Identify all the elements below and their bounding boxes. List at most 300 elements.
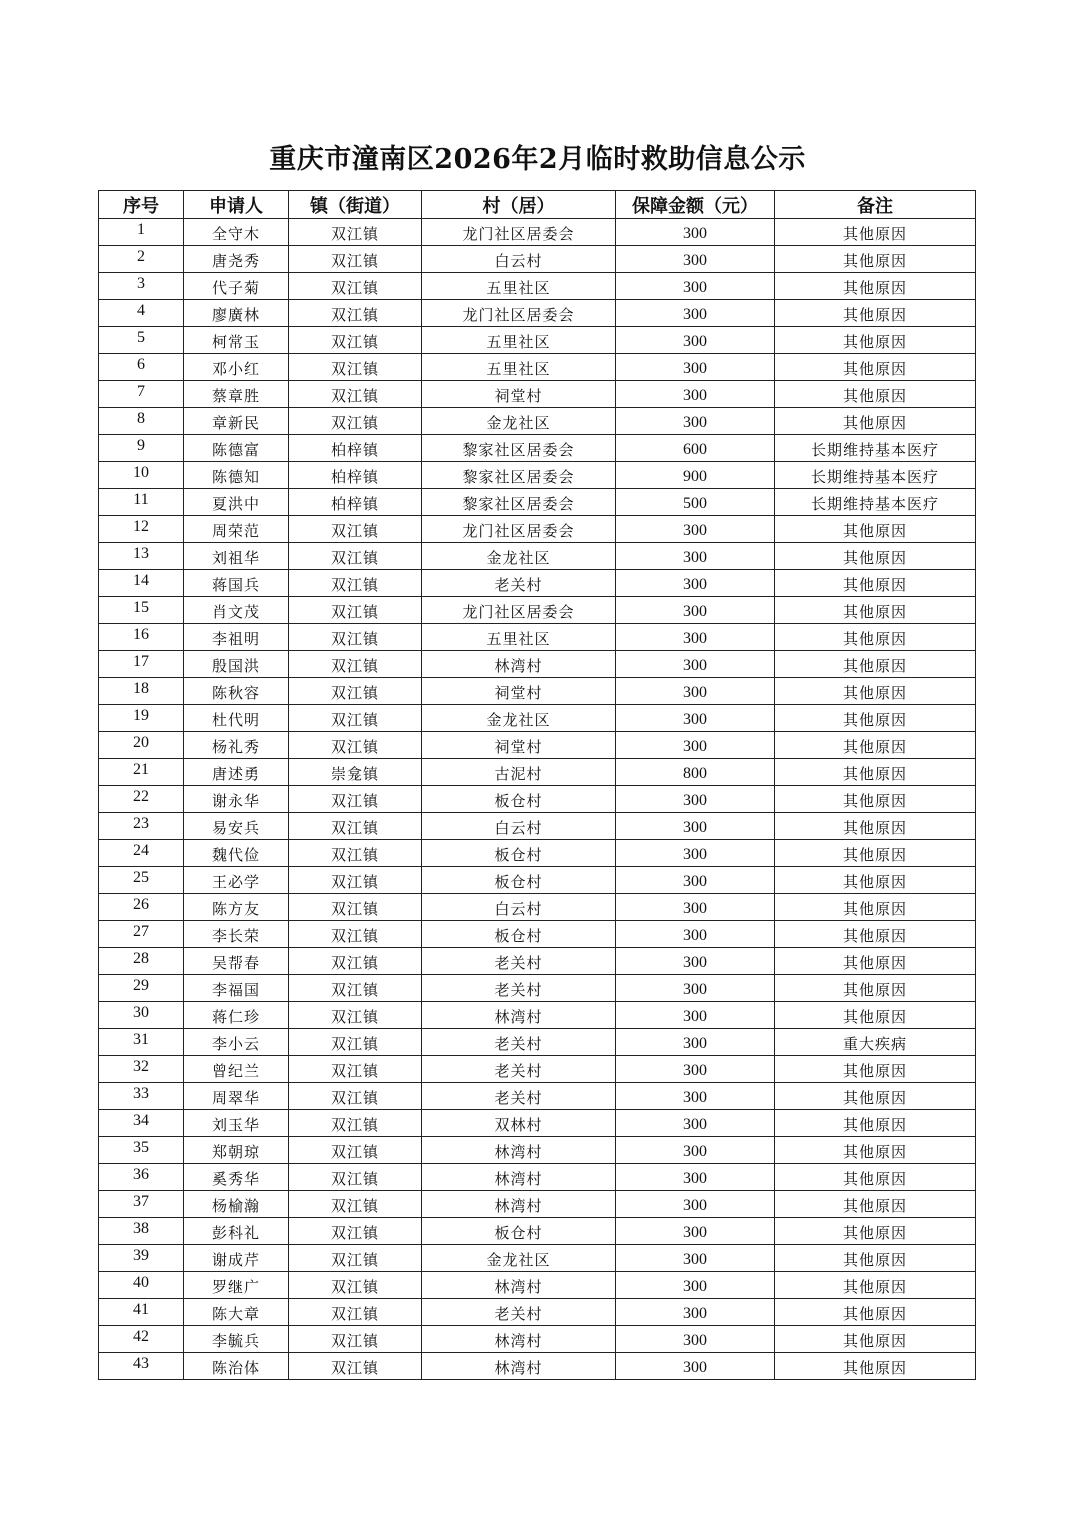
cell-amount: 300 bbox=[616, 597, 775, 624]
cell-village: 龙门社区居委会 bbox=[422, 516, 616, 543]
table-row bbox=[99, 732, 976, 759]
cell-note: 其他原因 bbox=[775, 1245, 976, 1272]
table-body bbox=[99, 219, 976, 1380]
cell-amount: 300 bbox=[616, 327, 775, 354]
cell-town: 双江镇 bbox=[289, 624, 422, 651]
cell-town: 双江镇 bbox=[289, 1326, 422, 1353]
table-row bbox=[99, 1299, 976, 1326]
cell-town: 双江镇 bbox=[289, 1029, 422, 1056]
table-row bbox=[99, 1029, 976, 1056]
relief-table-container bbox=[98, 190, 975, 1380]
cell-amount: 300 bbox=[616, 408, 775, 435]
cell-village: 林湾村 bbox=[422, 1272, 616, 1299]
cell-amount: 300 bbox=[616, 1218, 775, 1245]
table-row bbox=[99, 300, 976, 327]
cell-town: 双江镇 bbox=[289, 1218, 422, 1245]
cell-town: 双江镇 bbox=[289, 1137, 422, 1164]
cell-amount: 300 bbox=[616, 894, 775, 921]
table-row bbox=[99, 1326, 976, 1353]
cell-serial-no: 3 bbox=[99, 273, 184, 300]
cell-amount: 300 bbox=[616, 516, 775, 543]
cell-town: 柏梓镇 bbox=[289, 489, 422, 516]
cell-village: 黎家社区居委会 bbox=[422, 462, 616, 489]
cell-town: 双江镇 bbox=[289, 678, 422, 705]
cell-note: 其他原因 bbox=[775, 840, 976, 867]
cell-applicant: 谢永华 bbox=[184, 786, 289, 813]
cell-village: 老关村 bbox=[422, 1299, 616, 1326]
cell-town: 双江镇 bbox=[289, 597, 422, 624]
cell-village: 林湾村 bbox=[422, 1191, 616, 1218]
cell-village: 龙门社区居委会 bbox=[422, 597, 616, 624]
cell-applicant: 唐述勇 bbox=[184, 759, 289, 786]
cell-amount: 300 bbox=[616, 975, 775, 1002]
cell-serial-no: 33 bbox=[99, 1083, 184, 1110]
cell-town: 双江镇 bbox=[289, 1299, 422, 1326]
table-row bbox=[99, 1353, 976, 1380]
cell-town: 双江镇 bbox=[289, 894, 422, 921]
cell-village: 林湾村 bbox=[422, 1002, 616, 1029]
table-row bbox=[99, 219, 976, 246]
cell-note: 其他原因 bbox=[775, 597, 976, 624]
cell-applicant: 奚秀华 bbox=[184, 1164, 289, 1191]
table-row bbox=[99, 1272, 976, 1299]
header-applicant: 申请人 bbox=[184, 191, 289, 219]
cell-serial-no: 29 bbox=[99, 975, 184, 1002]
cell-applicant: 夏洪中 bbox=[184, 489, 289, 516]
table-row bbox=[99, 354, 976, 381]
table-row bbox=[99, 597, 976, 624]
cell-amount: 300 bbox=[616, 1326, 775, 1353]
cell-applicant: 蔡章胜 bbox=[184, 381, 289, 408]
cell-amount: 300 bbox=[616, 678, 775, 705]
cell-note: 其他原因 bbox=[775, 867, 976, 894]
cell-town: 双江镇 bbox=[289, 1110, 422, 1137]
cell-town: 双江镇 bbox=[289, 1002, 422, 1029]
cell-serial-no: 19 bbox=[99, 705, 184, 732]
cell-amount: 500 bbox=[616, 489, 775, 516]
header-town: 镇（街道） bbox=[289, 191, 422, 219]
cell-applicant: 周荣范 bbox=[184, 516, 289, 543]
cell-serial-no: 16 bbox=[99, 624, 184, 651]
table-row bbox=[99, 1002, 976, 1029]
cell-serial-no: 7 bbox=[99, 381, 184, 408]
cell-amount: 300 bbox=[616, 1083, 775, 1110]
cell-applicant: 刘玉华 bbox=[184, 1110, 289, 1137]
cell-note: 其他原因 bbox=[775, 354, 976, 381]
cell-serial-no: 9 bbox=[99, 435, 184, 462]
cell-town: 双江镇 bbox=[289, 354, 422, 381]
cell-serial-no: 40 bbox=[99, 1272, 184, 1299]
cell-town: 双江镇 bbox=[289, 651, 422, 678]
cell-amount: 300 bbox=[616, 1353, 775, 1380]
header-serial-no: 序号 bbox=[99, 191, 184, 219]
cell-town: 双江镇 bbox=[289, 543, 422, 570]
cell-amount: 300 bbox=[616, 273, 775, 300]
cell-town: 双江镇 bbox=[289, 516, 422, 543]
table-row bbox=[99, 840, 976, 867]
cell-applicant: 曾纪兰 bbox=[184, 1056, 289, 1083]
table-row bbox=[99, 462, 976, 489]
table-row bbox=[99, 489, 976, 516]
cell-note: 其他原因 bbox=[775, 921, 976, 948]
table-row bbox=[99, 381, 976, 408]
table-row bbox=[99, 1164, 976, 1191]
cell-note: 其他原因 bbox=[775, 624, 976, 651]
cell-applicant: 蒋仁珍 bbox=[184, 1002, 289, 1029]
cell-serial-no: 24 bbox=[99, 840, 184, 867]
table-row bbox=[99, 894, 976, 921]
cell-town: 双江镇 bbox=[289, 1245, 422, 1272]
table-row bbox=[99, 1056, 976, 1083]
cell-amount: 300 bbox=[616, 246, 775, 273]
cell-town: 双江镇 bbox=[289, 867, 422, 894]
cell-applicant: 陈秋容 bbox=[184, 678, 289, 705]
cell-amount: 300 bbox=[616, 1164, 775, 1191]
cell-applicant: 蒋国兵 bbox=[184, 570, 289, 597]
cell-village: 林湾村 bbox=[422, 1164, 616, 1191]
cell-town: 崇龛镇 bbox=[289, 759, 422, 786]
cell-serial-no: 21 bbox=[99, 759, 184, 786]
cell-town: 双江镇 bbox=[289, 1083, 422, 1110]
cell-village: 金龙社区 bbox=[422, 543, 616, 570]
cell-amount: 300 bbox=[616, 1002, 775, 1029]
cell-note: 其他原因 bbox=[775, 651, 976, 678]
cell-town: 双江镇 bbox=[289, 813, 422, 840]
cell-amount: 300 bbox=[616, 219, 775, 246]
cell-amount: 300 bbox=[616, 1137, 775, 1164]
cell-village: 金龙社区 bbox=[422, 705, 616, 732]
cell-serial-no: 15 bbox=[99, 597, 184, 624]
cell-serial-no: 31 bbox=[99, 1029, 184, 1056]
cell-amount: 300 bbox=[616, 732, 775, 759]
cell-town: 双江镇 bbox=[289, 381, 422, 408]
cell-amount: 800 bbox=[616, 759, 775, 786]
cell-serial-no: 17 bbox=[99, 651, 184, 678]
cell-note: 长期维持基本医疗 bbox=[775, 435, 976, 462]
cell-village: 老关村 bbox=[422, 948, 616, 975]
cell-town: 双江镇 bbox=[289, 273, 422, 300]
cell-note: 其他原因 bbox=[775, 273, 976, 300]
cell-amount: 300 bbox=[616, 624, 775, 651]
table-row bbox=[99, 921, 976, 948]
table-row bbox=[99, 1245, 976, 1272]
cell-amount: 300 bbox=[616, 948, 775, 975]
cell-village: 五里社区 bbox=[422, 624, 616, 651]
cell-applicant: 全守木 bbox=[184, 219, 289, 246]
cell-amount: 600 bbox=[616, 435, 775, 462]
table-row bbox=[99, 246, 976, 273]
cell-village: 老关村 bbox=[422, 1083, 616, 1110]
cell-village: 黎家社区居委会 bbox=[422, 435, 616, 462]
cell-village: 五里社区 bbox=[422, 354, 616, 381]
cell-town: 双江镇 bbox=[289, 705, 422, 732]
cell-serial-no: 11 bbox=[99, 489, 184, 516]
cell-applicant: 杨榆瀚 bbox=[184, 1191, 289, 1218]
cell-village: 老关村 bbox=[422, 570, 616, 597]
cell-amount: 900 bbox=[616, 462, 775, 489]
table-row bbox=[99, 273, 976, 300]
table-row bbox=[99, 1083, 976, 1110]
cell-village: 老关村 bbox=[422, 1029, 616, 1056]
cell-applicant: 廖廣林 bbox=[184, 300, 289, 327]
cell-applicant: 肖文茂 bbox=[184, 597, 289, 624]
cell-note: 其他原因 bbox=[775, 1326, 976, 1353]
cell-serial-no: 34 bbox=[99, 1110, 184, 1137]
cell-note: 其他原因 bbox=[775, 219, 976, 246]
cell-amount: 300 bbox=[616, 840, 775, 867]
cell-amount: 300 bbox=[616, 381, 775, 408]
cell-applicant: 李祖明 bbox=[184, 624, 289, 651]
cell-village: 林湾村 bbox=[422, 1326, 616, 1353]
cell-note: 其他原因 bbox=[775, 1110, 976, 1137]
cell-serial-no: 10 bbox=[99, 462, 184, 489]
cell-village: 白云村 bbox=[422, 894, 616, 921]
cell-village: 板仓村 bbox=[422, 1218, 616, 1245]
cell-village: 双林村 bbox=[422, 1110, 616, 1137]
table-row bbox=[99, 1110, 976, 1137]
cell-applicant: 章新民 bbox=[184, 408, 289, 435]
cell-applicant: 周翠华 bbox=[184, 1083, 289, 1110]
cell-note: 其他原因 bbox=[775, 732, 976, 759]
cell-amount: 300 bbox=[616, 543, 775, 570]
cell-village: 白云村 bbox=[422, 246, 616, 273]
cell-village: 板仓村 bbox=[422, 840, 616, 867]
cell-amount: 300 bbox=[616, 1191, 775, 1218]
cell-applicant: 陈治体 bbox=[184, 1353, 289, 1380]
cell-town: 双江镇 bbox=[289, 1056, 422, 1083]
cell-serial-no: 41 bbox=[99, 1299, 184, 1326]
cell-amount: 300 bbox=[616, 1299, 775, 1326]
cell-applicant: 陈大章 bbox=[184, 1299, 289, 1326]
cell-note: 其他原因 bbox=[775, 975, 976, 1002]
cell-amount: 300 bbox=[616, 867, 775, 894]
cell-serial-no: 13 bbox=[99, 543, 184, 570]
cell-amount: 300 bbox=[616, 1029, 775, 1056]
cell-serial-no: 23 bbox=[99, 813, 184, 840]
cell-town: 双江镇 bbox=[289, 975, 422, 1002]
table-row bbox=[99, 705, 976, 732]
cell-serial-no: 37 bbox=[99, 1191, 184, 1218]
cell-note: 其他原因 bbox=[775, 570, 976, 597]
cell-serial-no: 39 bbox=[99, 1245, 184, 1272]
table-row bbox=[99, 1218, 976, 1245]
relief-table bbox=[98, 190, 976, 1380]
cell-town: 双江镇 bbox=[289, 921, 422, 948]
cell-village: 林湾村 bbox=[422, 1137, 616, 1164]
cell-village: 五里社区 bbox=[422, 273, 616, 300]
cell-village: 白云村 bbox=[422, 813, 616, 840]
cell-village: 林湾村 bbox=[422, 1353, 616, 1380]
cell-serial-no: 4 bbox=[99, 300, 184, 327]
cell-town: 双江镇 bbox=[289, 570, 422, 597]
cell-applicant: 罗继广 bbox=[184, 1272, 289, 1299]
cell-town: 柏梓镇 bbox=[289, 462, 422, 489]
cell-note: 重大疾病 bbox=[775, 1029, 976, 1056]
cell-village: 五里社区 bbox=[422, 327, 616, 354]
cell-serial-no: 25 bbox=[99, 867, 184, 894]
table-row bbox=[99, 813, 976, 840]
cell-village: 老关村 bbox=[422, 1056, 616, 1083]
cell-applicant: 李小云 bbox=[184, 1029, 289, 1056]
cell-serial-no: 43 bbox=[99, 1353, 184, 1380]
cell-amount: 300 bbox=[616, 1245, 775, 1272]
cell-note: 其他原因 bbox=[775, 786, 976, 813]
cell-village: 老关村 bbox=[422, 975, 616, 1002]
cell-village: 金龙社区 bbox=[422, 408, 616, 435]
cell-village: 板仓村 bbox=[422, 786, 616, 813]
cell-amount: 300 bbox=[616, 570, 775, 597]
cell-amount: 300 bbox=[616, 921, 775, 948]
cell-village: 龙门社区居委会 bbox=[422, 219, 616, 246]
cell-town: 双江镇 bbox=[289, 327, 422, 354]
cell-amount: 300 bbox=[616, 1110, 775, 1137]
cell-serial-no: 12 bbox=[99, 516, 184, 543]
cell-serial-no: 5 bbox=[99, 327, 184, 354]
cell-town: 双江镇 bbox=[289, 786, 422, 813]
cell-note: 长期维持基本医疗 bbox=[775, 462, 976, 489]
cell-town: 双江镇 bbox=[289, 300, 422, 327]
table-row bbox=[99, 759, 976, 786]
table-row bbox=[99, 948, 976, 975]
cell-village: 林湾村 bbox=[422, 651, 616, 678]
cell-note: 其他原因 bbox=[775, 1056, 976, 1083]
cell-amount: 300 bbox=[616, 786, 775, 813]
cell-note: 其他原因 bbox=[775, 894, 976, 921]
cell-town: 双江镇 bbox=[289, 1353, 422, 1380]
cell-town: 双江镇 bbox=[289, 1272, 422, 1299]
cell-amount: 300 bbox=[616, 651, 775, 678]
table-row bbox=[99, 543, 976, 570]
cell-serial-no: 30 bbox=[99, 1002, 184, 1029]
cell-serial-no: 28 bbox=[99, 948, 184, 975]
cell-applicant: 代子菊 bbox=[184, 273, 289, 300]
table-row bbox=[99, 786, 976, 813]
cell-applicant: 王必学 bbox=[184, 867, 289, 894]
cell-town: 双江镇 bbox=[289, 219, 422, 246]
cell-applicant: 李长荣 bbox=[184, 921, 289, 948]
cell-applicant: 柯常玉 bbox=[184, 327, 289, 354]
cell-note: 其他原因 bbox=[775, 246, 976, 273]
table-row bbox=[99, 975, 976, 1002]
cell-applicant: 陈德富 bbox=[184, 435, 289, 462]
table-row bbox=[99, 516, 976, 543]
cell-note: 其他原因 bbox=[775, 1299, 976, 1326]
cell-note: 其他原因 bbox=[775, 516, 976, 543]
table-row bbox=[99, 408, 976, 435]
cell-note: 其他原因 bbox=[775, 705, 976, 732]
cell-note: 其他原因 bbox=[775, 1218, 976, 1245]
table-header bbox=[99, 191, 976, 219]
cell-serial-no: 36 bbox=[99, 1164, 184, 1191]
table-row bbox=[99, 867, 976, 894]
header-row bbox=[99, 191, 976, 219]
table-row bbox=[99, 327, 976, 354]
cell-village: 黎家社区居委会 bbox=[422, 489, 616, 516]
cell-village: 板仓村 bbox=[422, 867, 616, 894]
table-row bbox=[99, 570, 976, 597]
cell-applicant: 李福国 bbox=[184, 975, 289, 1002]
cell-amount: 300 bbox=[616, 813, 775, 840]
cell-town: 柏梓镇 bbox=[289, 435, 422, 462]
table-row bbox=[99, 624, 976, 651]
cell-note: 其他原因 bbox=[775, 1164, 976, 1191]
cell-town: 双江镇 bbox=[289, 408, 422, 435]
table-row bbox=[99, 651, 976, 678]
cell-applicant: 唐尧秀 bbox=[184, 246, 289, 273]
cell-village: 祠堂村 bbox=[422, 732, 616, 759]
cell-applicant: 邓小红 bbox=[184, 354, 289, 381]
cell-serial-no: 27 bbox=[99, 921, 184, 948]
cell-applicant: 易安兵 bbox=[184, 813, 289, 840]
cell-applicant: 魏代俭 bbox=[184, 840, 289, 867]
table-row bbox=[99, 1137, 976, 1164]
cell-note: 其他原因 bbox=[775, 948, 976, 975]
cell-serial-no: 1 bbox=[99, 219, 184, 246]
cell-serial-no: 18 bbox=[99, 678, 184, 705]
page-title: 重庆市潼南区2026年2月临时救助信息公示 bbox=[269, 144, 806, 175]
cell-town: 双江镇 bbox=[289, 1164, 422, 1191]
cell-serial-no: 2 bbox=[99, 246, 184, 273]
cell-serial-no: 32 bbox=[99, 1056, 184, 1083]
table-row bbox=[99, 678, 976, 705]
cell-village: 龙门社区居委会 bbox=[422, 300, 616, 327]
table-row bbox=[99, 435, 976, 462]
cell-village: 古泥村 bbox=[422, 759, 616, 786]
cell-serial-no: 38 bbox=[99, 1218, 184, 1245]
cell-village: 祠堂村 bbox=[422, 678, 616, 705]
cell-note: 其他原因 bbox=[775, 813, 976, 840]
cell-serial-no: 26 bbox=[99, 894, 184, 921]
header-village: 村（居） bbox=[422, 191, 616, 219]
cell-applicant: 殷国洪 bbox=[184, 651, 289, 678]
cell-amount: 300 bbox=[616, 300, 775, 327]
header-amount: 保障金额（元） bbox=[616, 191, 775, 219]
cell-town: 双江镇 bbox=[289, 246, 422, 273]
cell-note: 其他原因 bbox=[775, 1191, 976, 1218]
cell-note: 其他原因 bbox=[775, 543, 976, 570]
cell-note: 其他原因 bbox=[775, 327, 976, 354]
cell-town: 双江镇 bbox=[289, 732, 422, 759]
header-note: 备注 bbox=[775, 191, 976, 219]
cell-serial-no: 22 bbox=[99, 786, 184, 813]
cell-applicant: 吴帮春 bbox=[184, 948, 289, 975]
cell-serial-no: 6 bbox=[99, 354, 184, 381]
cell-note: 长期维持基本医疗 bbox=[775, 489, 976, 516]
cell-applicant: 谢成芹 bbox=[184, 1245, 289, 1272]
cell-note: 其他原因 bbox=[775, 300, 976, 327]
cell-town: 双江镇 bbox=[289, 948, 422, 975]
cell-note: 其他原因 bbox=[775, 1083, 976, 1110]
cell-note: 其他原因 bbox=[775, 1002, 976, 1029]
cell-serial-no: 35 bbox=[99, 1137, 184, 1164]
cell-town: 双江镇 bbox=[289, 1191, 422, 1218]
cell-amount: 300 bbox=[616, 354, 775, 381]
cell-amount: 300 bbox=[616, 1272, 775, 1299]
cell-note: 其他原因 bbox=[775, 1272, 976, 1299]
table-row bbox=[99, 1191, 976, 1218]
cell-serial-no: 8 bbox=[99, 408, 184, 435]
cell-applicant: 郑朝琼 bbox=[184, 1137, 289, 1164]
cell-serial-no: 42 bbox=[99, 1326, 184, 1353]
cell-village: 板仓村 bbox=[422, 921, 616, 948]
cell-applicant: 彭科礼 bbox=[184, 1218, 289, 1245]
cell-serial-no: 20 bbox=[99, 732, 184, 759]
cell-applicant: 陈德知 bbox=[184, 462, 289, 489]
cell-amount: 300 bbox=[616, 1056, 775, 1083]
cell-note: 其他原因 bbox=[775, 759, 976, 786]
cell-village: 金龙社区 bbox=[422, 1245, 616, 1272]
cell-serial-no: 14 bbox=[99, 570, 184, 597]
